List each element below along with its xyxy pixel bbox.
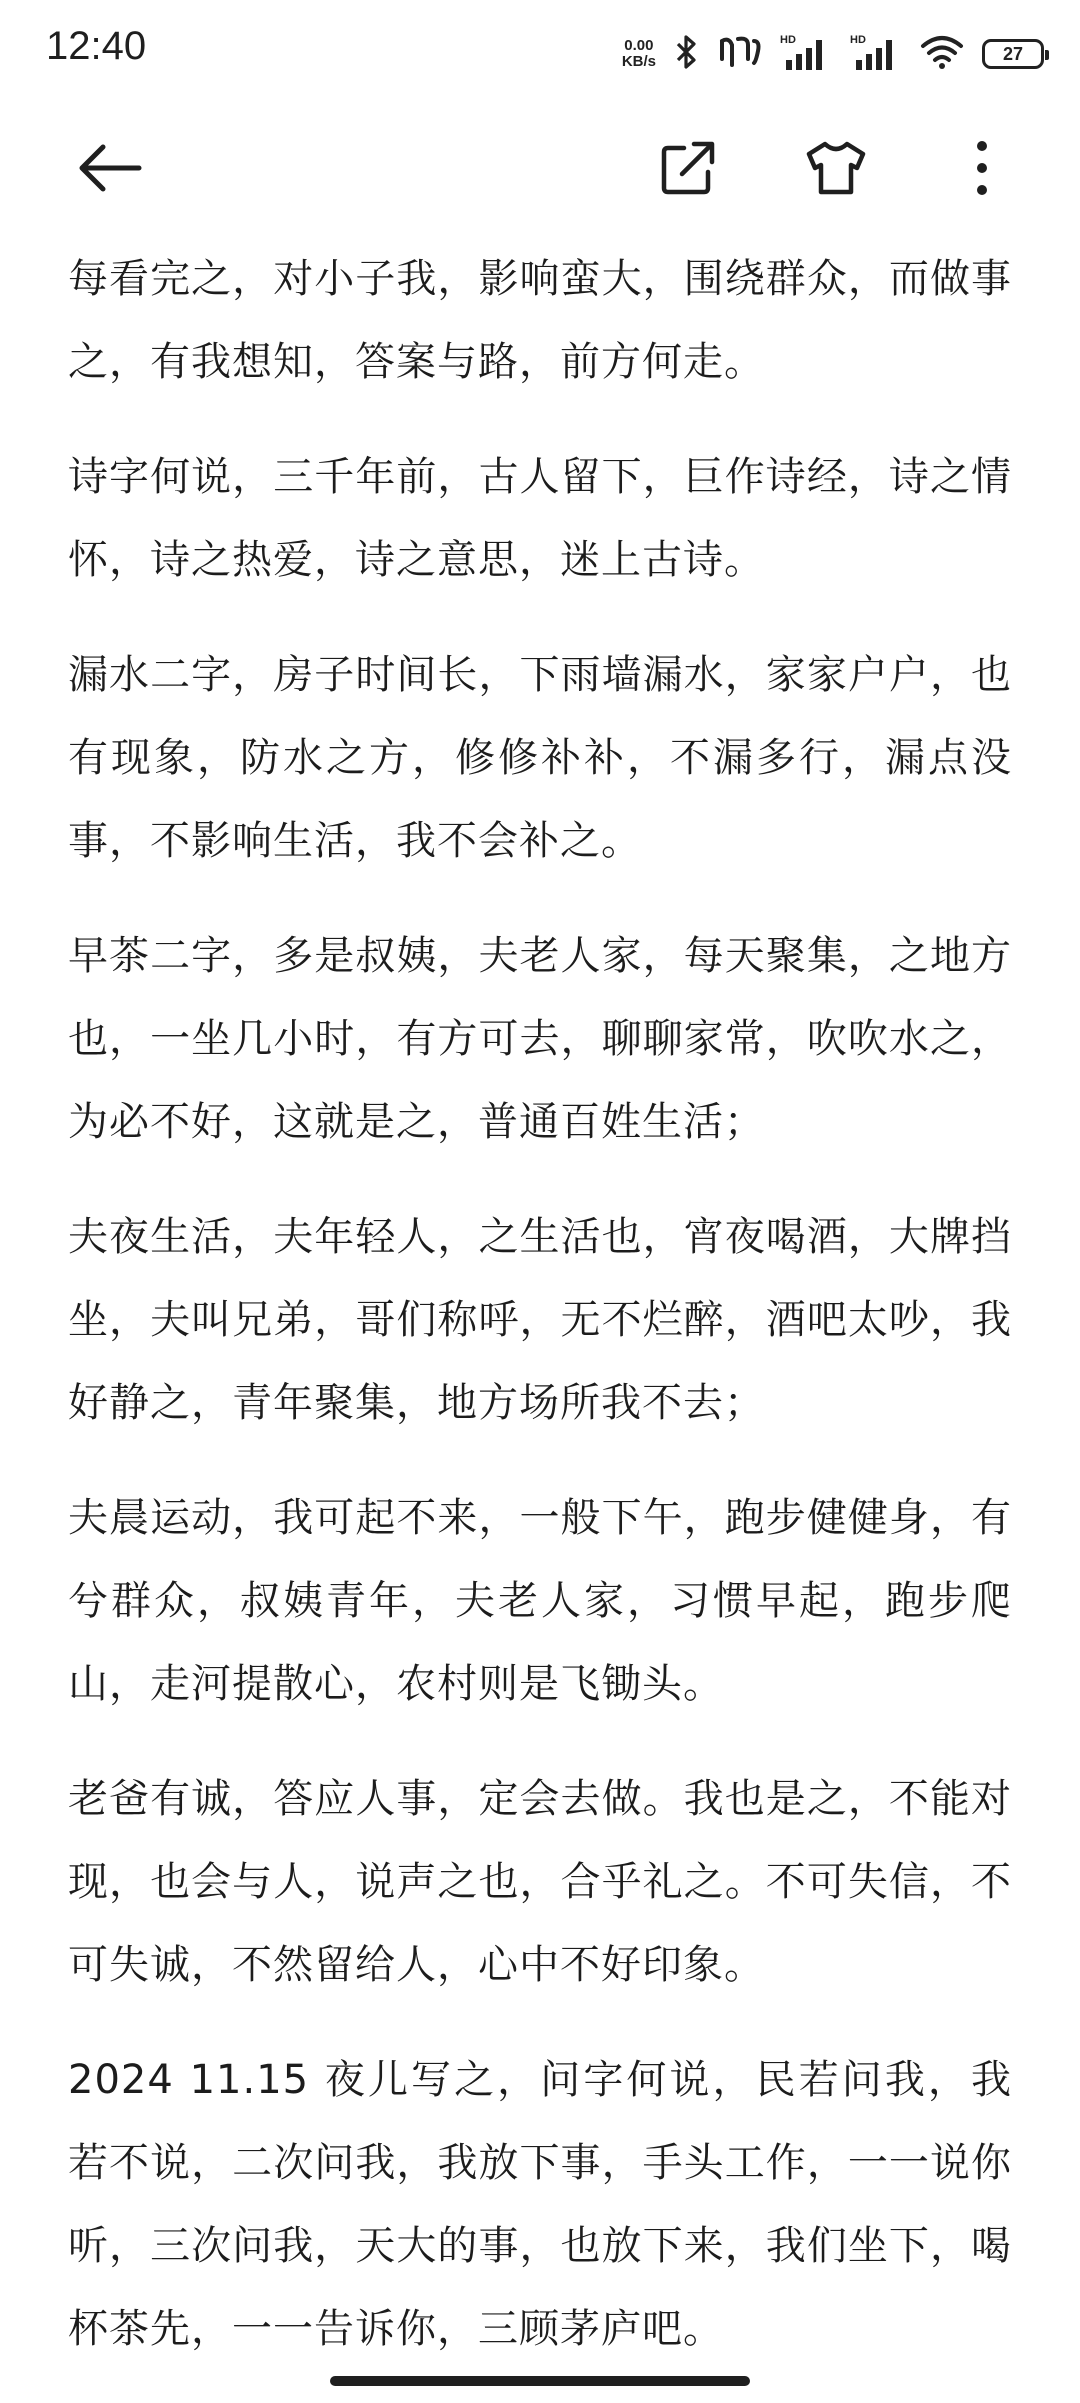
article-paragraph: 诗字何说，三千年前，古人留下，巨作诗经，诗之情怀，诗之热爱，诗之意思，迷上古诗。 [68, 454, 1012, 583]
article-paragraph: 2024 11.15 夜儿写之，问字何说，民若问我，我若不说，二次问我，我放下事，手头工作，一一说你听，三次问我，天大的事，也放下来，我们坐下，喝杯茶先，一一告诉你，三顾茅庐吧。 [68, 2057, 1012, 2352]
wifi-icon [920, 34, 964, 74]
status-bar [0, 0, 1080, 110]
more-options-button[interactable] [942, 130, 1022, 210]
share-button[interactable] [648, 130, 728, 210]
article-paragraph: 每看完之，对小子我，影响蛮大，围绕群众，而做事之，有我想知，答案与路，前方何走。 [68, 256, 1012, 385]
battery-icon [982, 39, 1044, 69]
status-icons [622, 30, 1044, 78]
article-paragraph: 早茶二字，多是叔姨，夫老人家，每天聚集，之地方也，一坐几小时，有方可去，聊聊家常，吹吹水之，为必不好，这就是之，普通百姓生活； [68, 933, 1012, 1145]
app-bar [0, 110, 1080, 230]
back-arrow-icon [77, 143, 143, 197]
network-speed-unit: KB/s [621, 53, 656, 70]
share-icon [660, 140, 716, 200]
signal-hd-2-icon [850, 32, 902, 76]
network-speed [622, 38, 656, 70]
theme-shirt-icon [805, 140, 867, 200]
network-speed-value: 0.00 [624, 37, 654, 54]
article-paragraph: 夫晨运动，我可起不来，一般下午，跑步健健身，有兮群众，叔姨青年，夫老人家，习惯早起，跑步爬山，走河提散心，农村则是飞锄头。 [68, 1495, 1012, 1707]
signal-hd-1-icon [780, 32, 832, 76]
battery-level: 27 [1002, 43, 1024, 64]
article-paragraph: 夫夜生活，夫年轻人，之生活也，宵夜喝酒，大牌挡坐，夫叫兄弟，哥们称呼，无不烂醉，酒吧太吵，我好静之，青年聚集，地方场所我不去； [68, 1214, 1012, 1426]
vibrate-icon [718, 35, 762, 73]
back-button[interactable] [70, 130, 150, 210]
status-time: 12:40 [46, 24, 147, 68]
svg-text:HD: HD [850, 34, 866, 46]
article-paragraph: 老爸有诚，答应人事，定会去做。我也是之，不能对现，也会与人，说声之也，合乎礼之。不可失信，不可失诚，不然留给人，心中不好印象。 [68, 1776, 1012, 1988]
article-paragraph: 漏水二字，房子时间长，下雨墙漏水，家家户户，也有现象，防水之方，修修补补，不漏多行，漏点没事，不影响生活，我不会补之。 [68, 652, 1012, 864]
theme-button[interactable] [796, 130, 876, 210]
home-indicator[interactable] [330, 2376, 750, 2386]
bluetooth-icon [674, 34, 700, 74]
article-content [68, 238, 1012, 2403]
more-vert-icon [975, 140, 989, 200]
svg-text:HD: HD [780, 34, 796, 46]
